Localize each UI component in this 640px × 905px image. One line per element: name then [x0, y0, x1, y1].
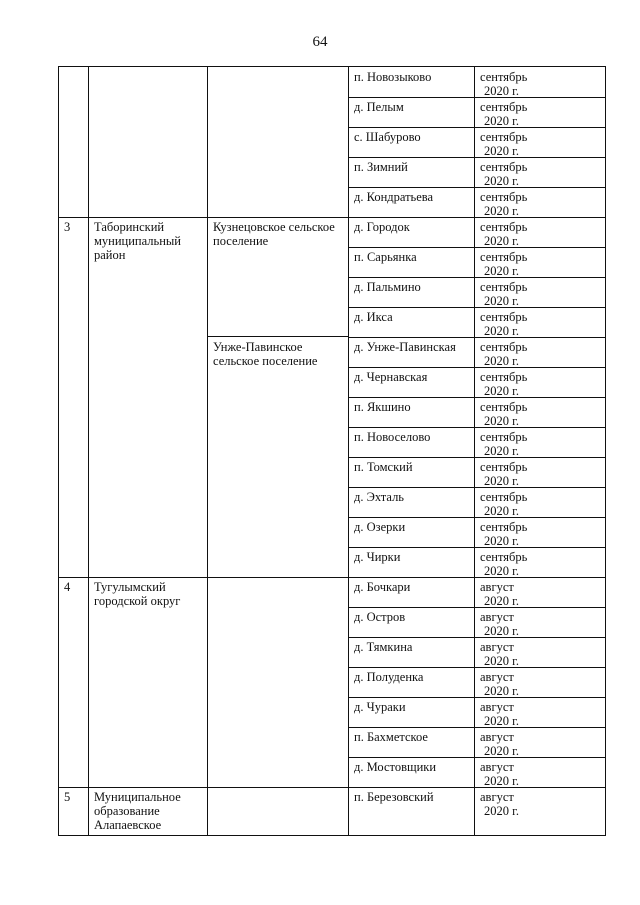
table-row: [59, 517, 605, 547]
year-text: 2020 г.: [484, 474, 519, 488]
year-text: 2020 г.: [484, 774, 519, 788]
settlement-cell: д. Чирки: [354, 550, 401, 564]
month-text: сентябрь: [480, 430, 528, 444]
year-text: 2020 г.: [484, 264, 519, 278]
month-text: август: [480, 640, 514, 654]
date-cell: [475, 487, 605, 518]
settlement-cell: п. Сарьянка: [354, 250, 417, 264]
date-cell: [475, 127, 605, 158]
year-text: 2020 г.: [484, 204, 519, 218]
date-cell: [475, 637, 605, 668]
month-text: сентябрь: [480, 160, 528, 174]
settlement-cell: с. Шабурово: [354, 130, 421, 144]
month-text: август: [480, 760, 514, 774]
year-text: 2020 г.: [484, 744, 519, 758]
month-text: сентябрь: [480, 460, 528, 474]
month-text: сентябрь: [480, 130, 528, 144]
table-row: [59, 787, 605, 835]
table-row: [59, 337, 605, 367]
table-row: [59, 487, 605, 517]
date-cell: [475, 787, 605, 818]
month-text: сентябрь: [480, 100, 528, 114]
year-text: 2020 г.: [484, 564, 519, 578]
settlement-cell: д. Кондратьева: [354, 190, 434, 204]
date-cell: [475, 757, 605, 788]
year-text: 2020 г.: [484, 444, 519, 458]
date-cell: [475, 727, 605, 758]
table-row: [59, 67, 605, 97]
table-row: [59, 247, 605, 277]
settlement-group-name: Унже-Павинское сельское поселение: [213, 340, 318, 368]
date-cell: [475, 337, 605, 368]
date-cell: [475, 577, 605, 608]
year-text: 2020 г.: [484, 144, 519, 158]
date-cell: [475, 277, 605, 308]
date-cell: [475, 607, 605, 638]
row-number: 3: [64, 220, 71, 234]
date-cell: [475, 67, 605, 98]
year-text: 2020 г.: [484, 804, 519, 818]
settlement-cell: д. Полуденка: [354, 670, 424, 684]
settlement-cell: д. Бочкари: [354, 580, 411, 594]
settlement-cell: д. Городок: [354, 220, 410, 234]
table-row: [59, 397, 605, 427]
month-text: сентябрь: [480, 280, 528, 294]
table-row: [59, 217, 605, 247]
table-row: [59, 127, 605, 157]
settlement-group-name: Кузнецовское сельское поселение: [213, 220, 335, 248]
page-number: 64: [312, 34, 328, 50]
date-cell: [475, 187, 605, 218]
settlements-table: [58, 66, 606, 836]
date-cell: [475, 457, 605, 488]
table-row: [59, 667, 605, 697]
settlement-cell: д. Икса: [354, 310, 393, 324]
date-cell: [475, 517, 605, 548]
settlement-cell: д. Остров: [354, 610, 406, 624]
month-text: август: [480, 700, 514, 714]
year-text: 2020 г.: [484, 294, 519, 308]
month-text: сентябрь: [480, 370, 528, 384]
table-row: [59, 307, 605, 337]
settlement-cell: д. Унже-Павинская: [354, 340, 456, 354]
month-text: сентябрь: [480, 340, 528, 354]
table-row: [59, 637, 605, 667]
table-row: [59, 577, 605, 607]
month-text: август: [480, 580, 514, 594]
table-row: [59, 367, 605, 397]
year-text: 2020 г.: [484, 504, 519, 518]
year-text: 2020 г.: [484, 654, 519, 668]
year-text: 2020 г.: [484, 384, 519, 398]
month-text: август: [480, 670, 514, 684]
year-text: 2020 г.: [484, 84, 519, 98]
row-divider: [348, 835, 605, 836]
settlement-cell: п. Бахметское: [354, 730, 428, 744]
year-text: 2020 г.: [484, 624, 519, 638]
year-text: 2020 г.: [484, 234, 519, 248]
year-text: 2020 г.: [484, 354, 519, 368]
date-cell: [475, 247, 605, 278]
settlement-cell: п. Новоселово: [354, 430, 431, 444]
settlement-cell: д. Озерки: [354, 520, 406, 534]
settlement-cell: д. Чернавская: [354, 370, 428, 384]
municipality-name: Таборинский муниципальный район: [94, 220, 181, 262]
settlement-cell: д. Пелым: [354, 100, 404, 114]
row-number: 5: [64, 790, 71, 804]
municipality-name: Тугулымский городской округ: [94, 580, 181, 608]
date-cell: [475, 307, 605, 338]
date-cell: [475, 397, 605, 428]
settlement-cell: п. Томский: [354, 460, 413, 474]
date-cell: [475, 157, 605, 188]
month-text: сентябрь: [480, 400, 528, 414]
table-row: [59, 187, 605, 217]
date-cell: [475, 367, 605, 398]
year-text: 2020 г.: [484, 114, 519, 128]
table-row: [59, 757, 605, 787]
table-row: [59, 547, 605, 577]
month-text: сентябрь: [480, 220, 528, 234]
year-text: 2020 г.: [484, 594, 519, 608]
table-row: [59, 427, 605, 457]
month-text: сентябрь: [480, 490, 528, 504]
date-cell: [475, 667, 605, 698]
date-cell: [475, 217, 605, 248]
year-text: 2020 г.: [484, 324, 519, 338]
table-row: [59, 157, 605, 187]
settlement-cell: д. Пальмино: [354, 280, 421, 294]
date-cell: [475, 97, 605, 128]
year-text: 2020 г.: [484, 174, 519, 188]
month-text: август: [480, 610, 514, 624]
year-text: 2020 г.: [484, 534, 519, 548]
date-cell: [475, 427, 605, 458]
table-row: [59, 607, 605, 637]
table-row: [59, 697, 605, 727]
table-row: [59, 457, 605, 487]
year-text: 2020 г.: [484, 414, 519, 428]
month-text: сентябрь: [480, 520, 528, 534]
month-text: август: [480, 730, 514, 744]
month-text: сентябрь: [480, 70, 528, 84]
table-row: [59, 277, 605, 307]
month-text: сентябрь: [480, 250, 528, 264]
month-text: сентябрь: [480, 310, 528, 324]
year-text: 2020 г.: [484, 714, 519, 728]
date-cell: [475, 697, 605, 728]
settlement-cell: п. Якшино: [354, 400, 411, 414]
settlement-cell: п. Новозыково: [354, 70, 432, 84]
settlement-cell: п. Березовский: [354, 790, 434, 804]
row-number: 4: [64, 580, 71, 594]
settlement-cell: д. Чураки: [354, 700, 406, 714]
settlement-cell: п. Зимний: [354, 160, 408, 174]
table-row: [59, 97, 605, 127]
year-text: 2020 г.: [484, 684, 519, 698]
municipality-name: Муниципальное образование Алапаевское: [94, 790, 181, 832]
month-text: август: [480, 790, 514, 804]
settlement-cell: д. Эхталь: [354, 490, 405, 504]
settlement-cell: д. Тямкина: [354, 640, 413, 654]
month-text: сентябрь: [480, 190, 528, 204]
table-row: [59, 727, 605, 757]
month-text: сентябрь: [480, 550, 528, 564]
settlement-cell: д. Мостовщики: [354, 760, 437, 774]
date-cell: [475, 547, 605, 578]
